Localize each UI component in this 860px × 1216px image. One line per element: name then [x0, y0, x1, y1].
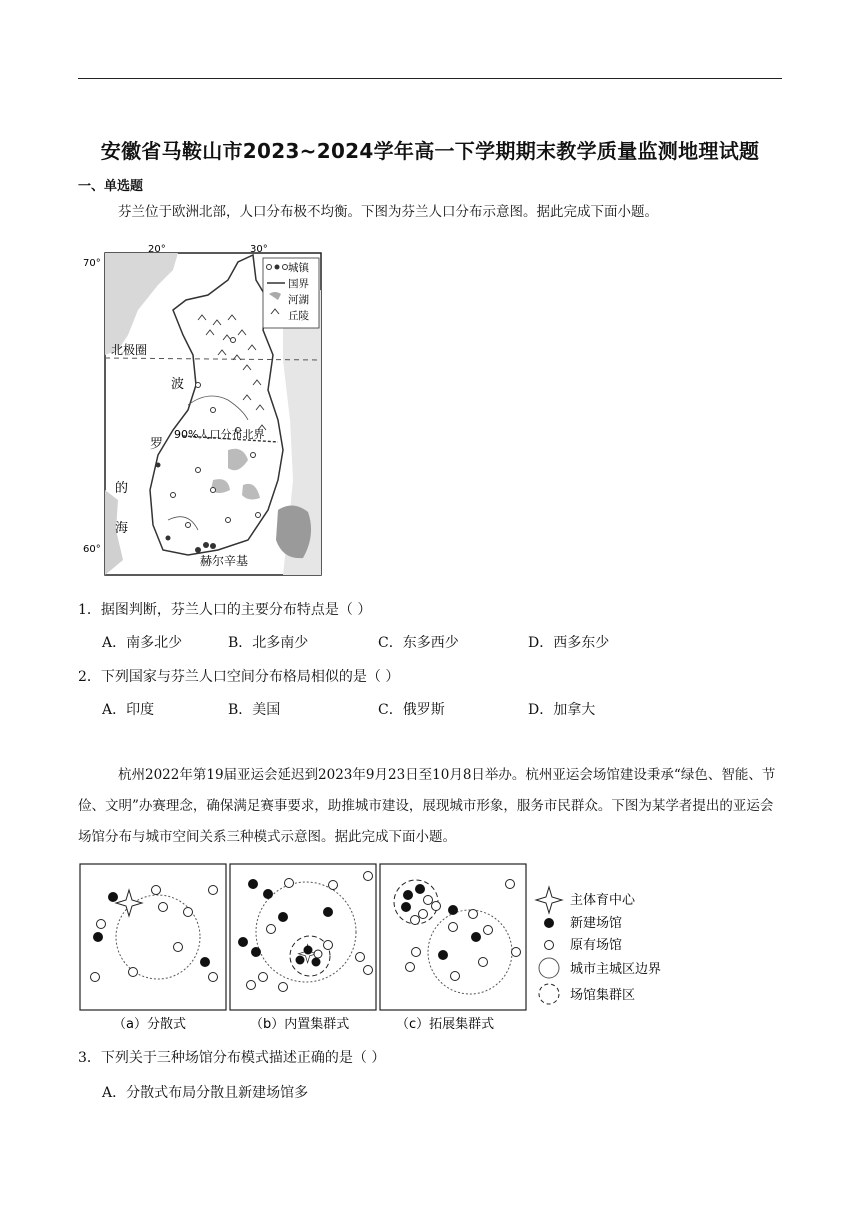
intro-paragraph-1: 芬兰位于欧洲北部，人口分布极不均衡。下图为芬兰人口分布示意图。据此完成下面小题。	[118, 204, 658, 220]
arctic-circle-label: 北极圈	[111, 343, 148, 357]
legend-urban-boundary: 城市主城区边界	[570, 962, 662, 977]
legend-hills: 丘陵	[288, 310, 309, 322]
helsinki-label: 赫尔辛基	[200, 554, 249, 568]
legend-rivers-lakes: 河湖	[288, 294, 309, 306]
caption-c: （c）拓展集群式	[396, 1017, 495, 1032]
intro-paragraph-2: 杭州2022年第19届亚运会延迟到2023年9月23日至10月8日举办。杭州亚运会场馆建设秉承“绿色、智能、节俭、文明”办赛理念，确保满足赛事要求，助推城市建设，展现城市形象，服务市民群众。下图为某学者提出的亚运会场馆分布与城市空间关系三种模式示意图。据此完成下面小题。	[78, 767, 776, 845]
q1-option-d[interactable]: D．西多东少	[528, 635, 610, 651]
legend-new-venue: 新建场馆	[570, 916, 623, 931]
lon-label-30: 30°	[250, 244, 268, 255]
q2-option-d[interactable]: D．加拿大	[528, 702, 596, 718]
page-title: 安徽省马鞍山市2023~2024学年高一下学期期末教学质量监测地理试题	[100, 139, 760, 163]
legend-main-stadium: 主体育中心	[570, 893, 636, 908]
sea-char-1: 波	[171, 377, 185, 392]
sea-char-2: 罗	[150, 437, 164, 452]
q1-option-b[interactable]: B．北多南少	[228, 635, 309, 651]
question-1-stem: 1．据图判断，芬兰人口的主要分布特点是（ ）	[78, 602, 372, 618]
legend-border: 国界	[288, 278, 309, 290]
legend-towns: 城镇	[288, 262, 309, 274]
venue-distribution-figure	[78, 862, 688, 1037]
question-3-stem: 3．下列关于三种场馆分布模式描述正确的是（ ）	[78, 1050, 386, 1066]
q1-option-c[interactable]: C．东多西少	[378, 635, 459, 651]
population-boundary-label: 90%人口分布北界	[174, 428, 265, 441]
sea-char-3: 的	[115, 481, 129, 496]
finland-population-map	[78, 240, 338, 580]
q2-option-c[interactable]: C．俄罗斯	[378, 702, 445, 718]
q1-option-a[interactable]: A．南多北少	[102, 635, 183, 651]
q2-option-a[interactable]: A．印度	[102, 702, 155, 718]
header-rule	[78, 78, 782, 79]
q3-option-a[interactable]: A．分散式布局分散且新建场馆多	[102, 1085, 309, 1101]
section-label: 一、单选题	[78, 179, 144, 194]
lat-label-60: 60°	[83, 544, 101, 555]
lat-label-70: 70°	[83, 258, 101, 269]
caption-b: （b）内置集群式	[250, 1017, 350, 1032]
question-2-stem: 2．下列国家与芬兰人口空间分布格局相似的是（ ）	[78, 669, 400, 685]
sea-char-4: 海	[115, 521, 129, 536]
caption-a: （a）分散式	[113, 1017, 186, 1032]
q2-option-b[interactable]: B．美国	[228, 702, 281, 718]
lon-label-20: 20°	[148, 244, 166, 255]
legend-venue-cluster: 场馆集群区	[570, 988, 636, 1003]
legend-existing-venue: 原有场馆	[570, 938, 623, 953]
